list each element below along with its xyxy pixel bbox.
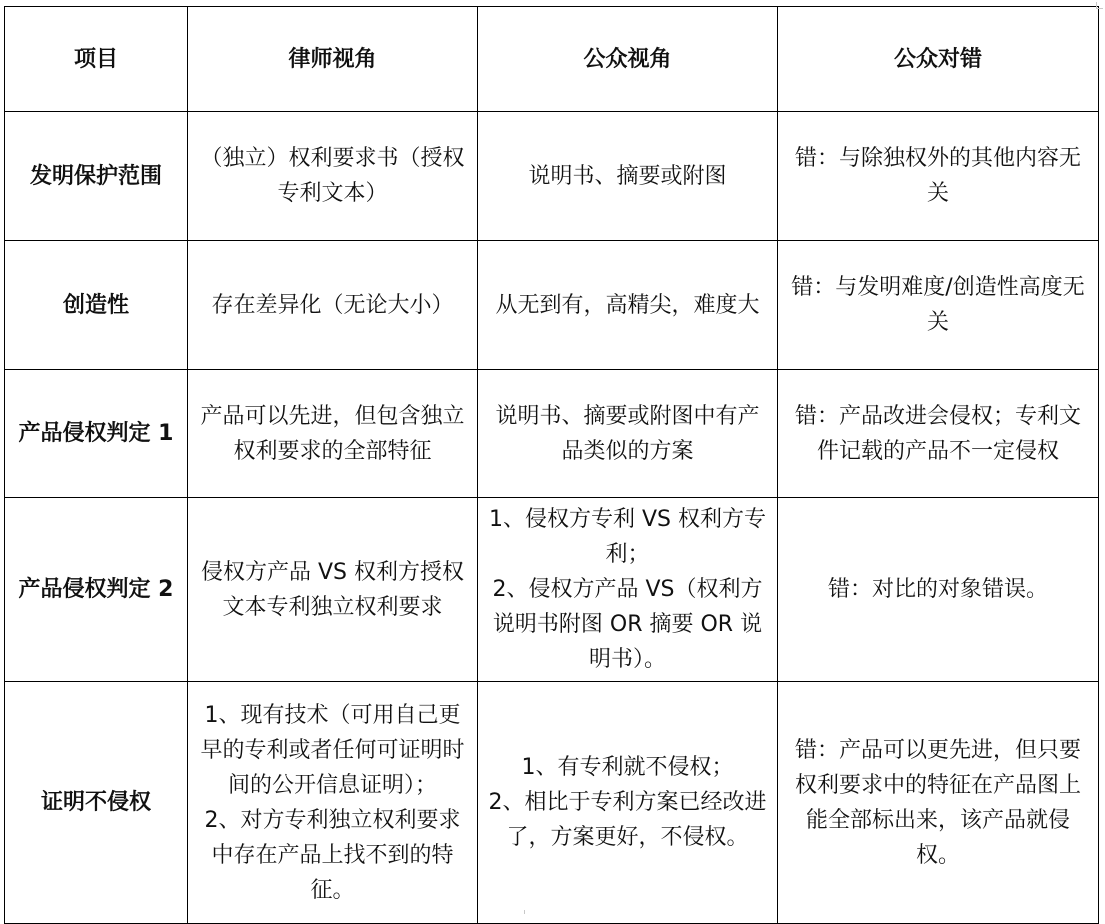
lawyer-view-cell: 1、现有技术（可用自己更早的专利或者任何可证明时间的公开信息证明）； 2、对方专利独立权利要求中存在产品上找不到的特征。	[188, 682, 478, 924]
header-cell-public-verdict: 公众对错	[778, 7, 1099, 112]
public-view-cell: 1、侵权方专利 VS 权利方专利； 2、侵权方产品 VS（权利方说明书附图 OR 摘要 OR 说明书）。	[478, 498, 778, 682]
row-item-cell: 创造性	[5, 241, 188, 370]
table-row	[5, 498, 1099, 682]
row-item-cell: 证明不侵权	[5, 682, 188, 924]
row-item-cell: 产品侵权判定 1	[5, 370, 188, 498]
lawyer-view-cell: 存在差异化（无论大小）	[188, 241, 478, 370]
lawyer-view-cell: （独立）权利要求书（授权专利文本）	[188, 112, 478, 241]
page-corner-mark	[1096, 2, 1103, 9]
verdict-cell: 错：对比的对象错误。	[778, 498, 1099, 682]
public-view-cell: 说明书、摘要或附图中有产品类似的方案	[478, 370, 778, 498]
table-row	[5, 112, 1099, 241]
header-cell-public-view: 公众视角	[478, 7, 778, 112]
verdict-cell: 错：与除独权外的其他内容无关	[778, 112, 1099, 241]
table-row	[5, 241, 1099, 370]
verdict-cell: 错：产品改进会侵权；专利文件记载的产品不一定侵权	[778, 370, 1099, 498]
table-row	[5, 370, 1099, 498]
public-view-cell: 1、有专利就不侵权； 2、相比于专利方案已经改进了，方案更好，不侵权。	[478, 682, 778, 924]
header-cell-item: 项目	[5, 7, 188, 112]
table-row	[5, 682, 1099, 924]
public-view-cell: 从无到有，高精尖，难度大	[478, 241, 778, 370]
row-item-cell: 发明保护范围	[5, 112, 188, 241]
lawyer-view-cell: 侵权方产品 VS 权利方授权文本专利独立权利要求	[188, 498, 478, 682]
verdict-cell: 错：产品可以更先进，但只要权利要求中的特征在产品图上能全部标出来，该产品就侵权。	[778, 682, 1099, 924]
public-view-cell: 说明书、摘要或附图	[478, 112, 778, 241]
lawyer-view-cell: 产品可以先进，但包含独立权利要求的全部特征	[188, 370, 478, 498]
page-margin-mark	[524, 910, 531, 914]
row-item-cell: 产品侵权判定 2	[5, 498, 188, 682]
comparison-table	[4, 6, 1099, 924]
verdict-cell: 错：与发明难度/创造性高度无关	[778, 241, 1099, 370]
table-header-row	[5, 7, 1099, 112]
header-cell-lawyer-view: 律师视角	[188, 7, 478, 112]
